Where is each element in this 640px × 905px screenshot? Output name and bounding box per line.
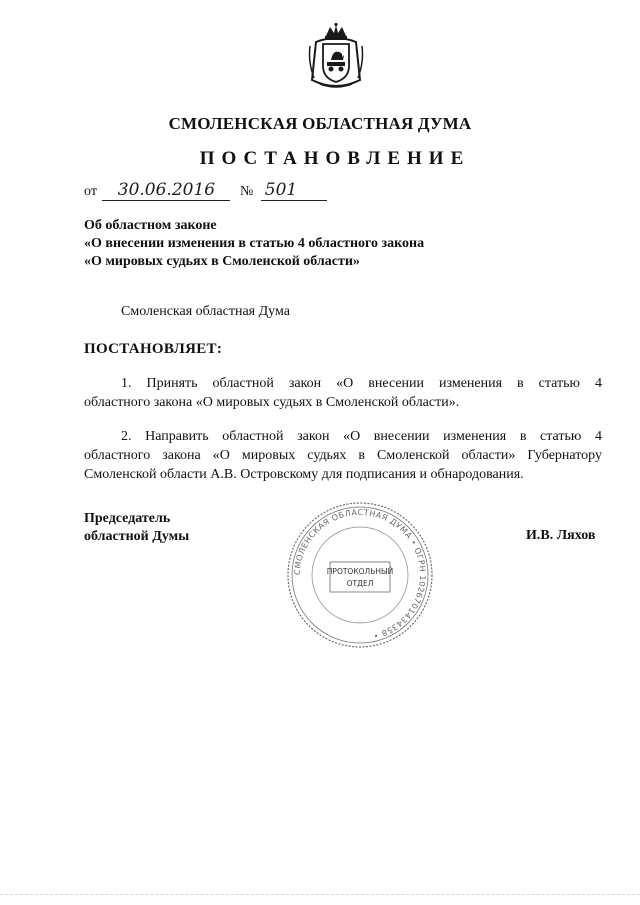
intro-text: Смоленская областная Дума xyxy=(121,304,290,319)
subject-line: «О мировых судьях в Смоленской области» xyxy=(84,254,360,269)
smolensk-coat-of-arms-icon xyxy=(306,22,366,92)
paragraph-line: Смоленской области А.В. Островскому для подписания и обнародования. xyxy=(84,467,524,482)
seal-ring-text: СМОЛЕНСКАЯ ОБЛАСТНАЯ ДУМА • ОГРН 1026701434358 • xyxy=(292,507,428,641)
date-value: 30.06.2016 xyxy=(117,180,216,200)
document-subject xyxy=(84,217,424,271)
resolution-item-1 xyxy=(84,374,602,412)
seal-center-line: ПРОТОКОЛЬНЫЙ xyxy=(326,567,394,576)
subject-line: Об областном законе xyxy=(84,218,217,233)
signatory-title-line: Председатель xyxy=(84,511,171,526)
date-number-line xyxy=(84,180,327,201)
number-label: № xyxy=(239,184,254,199)
paragraph-line: 2. Направить областной закон «О внесении изменения в статью 4 xyxy=(121,429,602,444)
paragraph-line: областного закона «О мировых судьях в Смоленской области» Губернатору xyxy=(84,448,602,463)
date-prefix: от xyxy=(84,184,97,199)
organization-name: СМОЛЕНСКАЯ ОБЛАСТНАЯ ДУМА xyxy=(168,114,472,133)
scan-edge-noise xyxy=(0,894,640,899)
resolution-item-2 xyxy=(84,427,602,484)
subject-line: «О внесении изменения в статью 4 областного закона xyxy=(84,236,425,251)
paragraph-line: 1. Принять областной закон «О внесении изменения в статью 4 xyxy=(121,376,602,391)
resolves-heading: ПОСТАНОВЛЯЕТ: xyxy=(84,341,223,357)
seal-center-line: ОТДЕЛ xyxy=(346,579,374,588)
document-type-title: ПОСТАНОВЛЕНИЕ xyxy=(199,148,471,169)
official-round-seal-icon xyxy=(280,495,440,655)
paragraph-line: областного закона «О мировых судьях в Смоленской области». xyxy=(84,395,460,410)
signatory-title-line: областной Думы xyxy=(84,529,190,544)
signatory-title xyxy=(84,510,189,546)
signatory-name: И.В. Ляхов xyxy=(526,528,596,543)
number-value: 501 xyxy=(264,180,298,200)
